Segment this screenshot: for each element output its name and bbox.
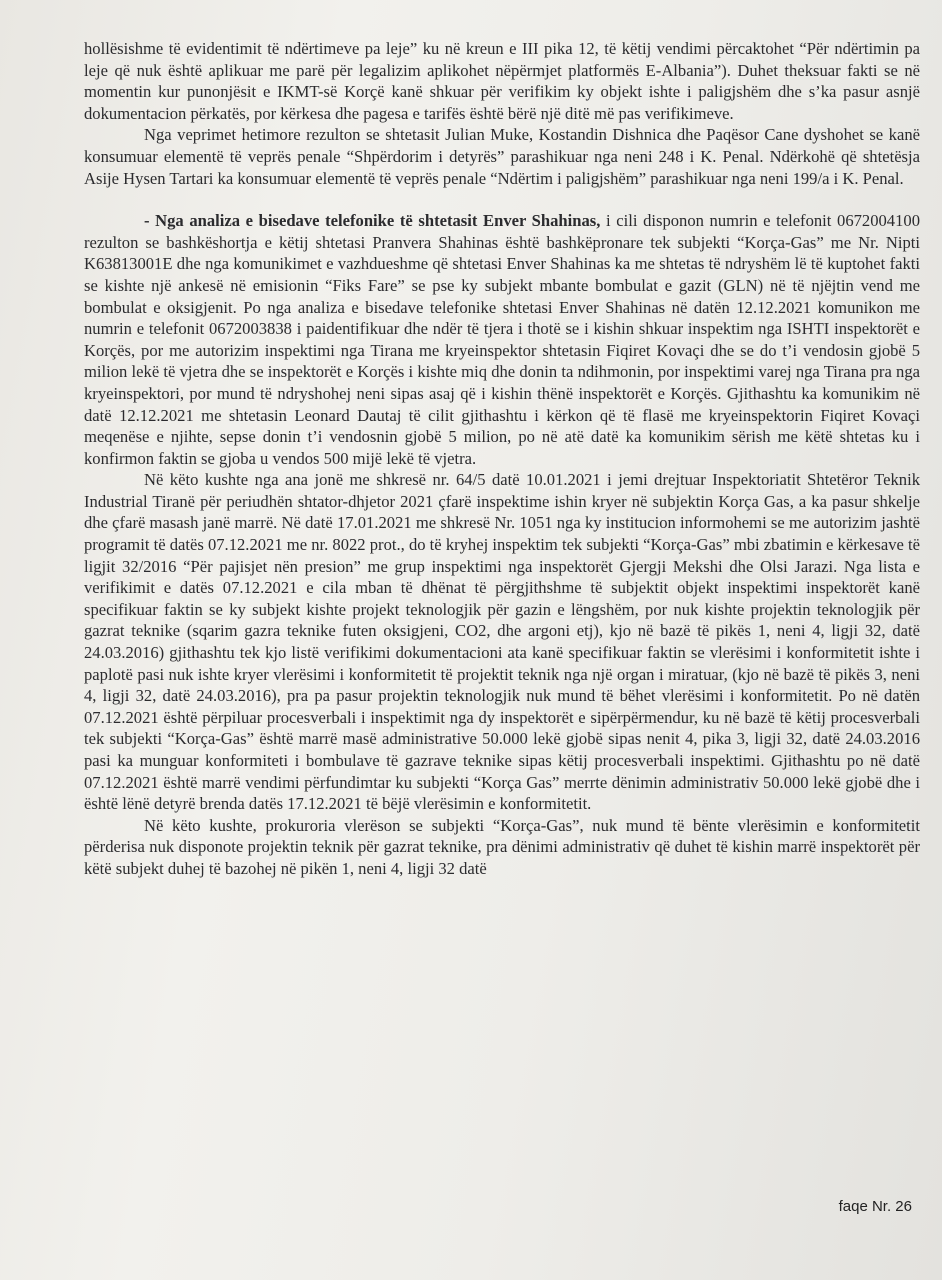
paragraph-1-text: hollësishme të evidentimit të ndërtimeve pa leje” ku në kreun e III pika 12, të këtij vendimi përcaktohet “Për ndërtimin pa leje që nuk është aplikuar me parë për legalizim aplikohet nëpërmjet platformës E-Albania”). Duhet theksuar fakti se në momentin kur punonjësit e IKMT-së Korçë kanë shkuar për verifikim ky objekt ishte i paligjshëm dhe s’ka pasur asnjë dokumentacion përkatës, por kërkesa dhe pagesa e tarifës është bërë një ditë më pas verifikimeve. — [84, 39, 920, 123]
paragraph-3-heading: - Nga analiza e bisedave telefonike të shtetasit Enver Shahinas, — [144, 211, 601, 231]
paragraph-4-text: Në këto kushte nga ana jonë me shkresë nr. 64/5 datë 10.01.2021 i jemi drejtuar Inspektoriatit Shtetëror Teknik Industrial Tiranë për periudhën shtator-dhjetor 2021 çfarë inspektime ishin kryer në subjektin Korça Gas, a ka pasur shkelje dhe çfarë masash janë marrë. Në datë 17.01.2021 me shkresë Nr. 1051 nga ky institucion informohemi se me autorizim jashtë programit të datës 07.12.2021 me nr. 8022 prot., do të kryhej inspektim tek subjekti “Korça-Gas” mbi zbatimin e kërkesave të ligjit 32/2016 “Për pajisjet nën presion” me grup inspektimi nga inspektorët Gjergji Mekshi dhe Olsi Jarazi. Nga lista e verifikimit e datës 07.12.2021 e cila mban të dhënat të përgjithshme të subjektit objekt inspektimi inspektorët kanë specifikuar faktin se ky subjekt kishte projekt teknologjik për gazin e lëngshëm, por nuk kishte projektin teknologjik për gazrat teknike (sqarim gazra teknike futen oksigjeni, CO2, dhe argoni etj), kjo në bazë të pikës 1, neni 4, ligji 32, datë 24.03.2016) gjithashtu tek kjo listë verifikimi dokumentacioni ata kanë specifikuar faktin se vlerësimi i konformitetit ishte i paplotë pasi nuk ishte kryer vlerësimi i konformitetit të projektit teknik nga një organ i miratuar, (kjo në bazë të pikës 3, neni 4, ligji 32, datë 24.03.2016), pra pa pasur projektin teknologjik nuk mund të bëhet vlerësimi i konformitetit. Po në datën 07.12.2021 është përpiluar procesverbali i inspektimit nga dy inspektorët e sipërpërmendur, ku në bazë të këtij procesverbali tek subjekti “Korça-Gas” është marrë masë administrative 50.000 lekë gjobë sipas nenit 4, pika 3, ligji 32, datë 24.03.2016 pasi ka munguar konformiteti i bombulave të gazrave teknike sipas këtij procesverbali inspektimi. Gjithashtu po në datë 07.12.2021 është marrë vendimi përfundimtar ku subjekti “Korça Gas” merrte dënimin administrativ 50.000 lekë gjobë dhe i është lënë detyrë brenda datës 17.12.2021 të bëjë vlerësimin e konformitetit. — [84, 470, 920, 814]
paragraph-3-text: i cili disponon numrin e telefonit 0672004100 rezulton se bashkëshortja e këtij shtetasi Pranvera Shahinas është bashkëpronare tek subjekti “Korça-Gas” me Nr. Nipti K63813001E dhe nga komunikimet e vazhdueshme që shtetasi Enver Shahinas ka me shtetas të ndryshëm lë të kuptohet fakti se kishte një ankesë në emisionin “Fiks Fare” se pse ky subjekt mbante bombulat e gazit (GLN) në të njëjtin vend me bombulat e oksigjenit. Po nga analiza e bisedave telefonike shtetasi Enver Shahinas në datën 12.12.2021 komunikon me numrin e telefonit 0672003838 i paidentifikuar dhe ndër të tjera i thotë se i kishin shkuar inspektim nga ISHTI inspektorët e Korçës, por me autorizim inspektimi nga Tirana me kryeinspektor shtetasin Fiqiret Kovaçi dhe se do t’i vendosin gjobë 5 milion lekë të vjetra dhe se inspektorët e Korçës i kishte miq dhe donin ta ndihmonin, por inspektimi varej nga Tirana pra nga kryeinspektori, por mund të ndryshohej neni sipas asaj që i kishin thënë inspektorët e Korçës. Gjithashtu ka komunikim në datë 12.12.2021 me shtetasin Leonard Dautaj të cilit gjithashtu i kërkon që të flasë me kryeinspektorin Fiqiret Kovaçi meqenëse e njihte, sepse donin t’i vendosnin gjobë 5 milion, po në atë datë ka komunikim sërish me këtë shtetas ku i konfirmon faktin se gjoba u vendos 500 mijë lekë të vjetra. — [84, 211, 920, 468]
paragraph-5 — [84, 815, 920, 880]
paragraph-1 — [84, 38, 920, 124]
paragraph-gap — [84, 189, 920, 210]
paragraph-5-text: Në këto kushte, prokuroria vlerëson se subjekti “Korça-Gas”, nuk mund të bënte vlerësimin e konformitetit përderisa nuk disponote projektin teknik për gazrat teknike, pra dënimi administrativ që duhet të kishin marrë inspektorët për këtë subjekt duhej të bazohej në pikën 1, neni 4, ligji 32 datë — [84, 815, 920, 878]
paragraph-2-text: Nga veprimet hetimore rezulton se shtetasit Julian Muke, Kostandin Dishnica dhe Paqësor Cane dyshohet se kanë konsumuar elementë të veprës penale “Shpërdorim i detyrës” parashikuar nga neni 248 i K. Penal. Ndërkohë që shtetësja Asije Hysen Tartari ka konsumuar elementë të veprës penale “Ndërtim i paligjshëm” parashikuar nga neni 199/a i K. Penal. — [84, 125, 920, 188]
page-number: faqe Nr. 26 — [838, 1198, 912, 1215]
paragraph-3 — [84, 210, 920, 469]
paragraph-4 — [84, 469, 920, 815]
paragraph-2 — [84, 124, 920, 189]
